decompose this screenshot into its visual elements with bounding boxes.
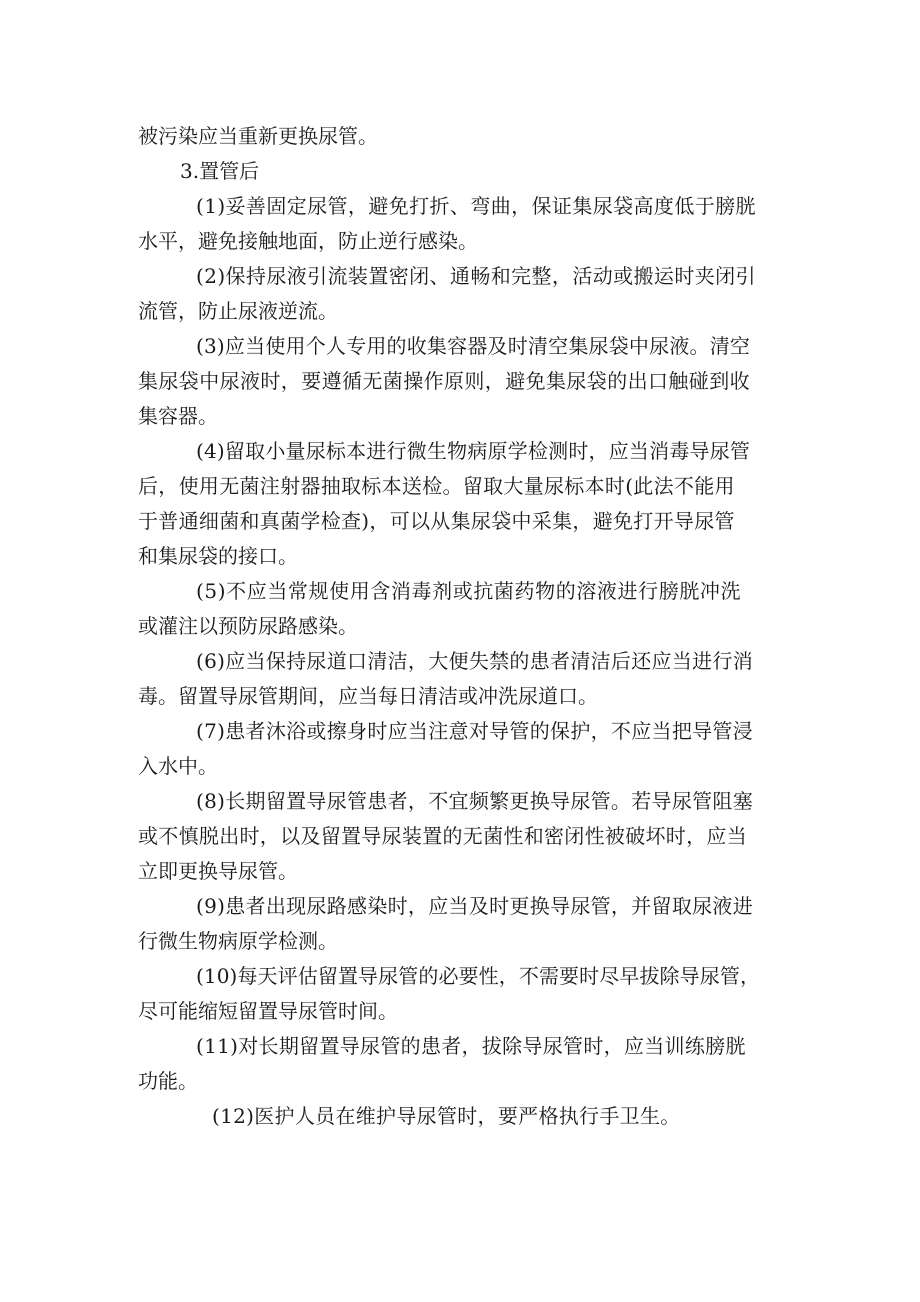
text-line: 入水中。 [138, 754, 218, 778]
text-line: (6)应当保持尿道口清洁，大便失禁的患者清洁后还应当进行消 [196, 649, 754, 673]
text-line: (4)留取小量尿标本进行微生物病原学检测时，应当消毒导尿管 [196, 439, 751, 463]
text-line: 集尿袋中尿液时，要遵循无菌操作原则，避免集尿袋的出口触碰到收 [138, 369, 750, 393]
text-line: 或灌注以预防尿路感染。 [138, 614, 358, 638]
text-line: (5)不应当常规使用含消毒剂或抗菌药物的溶液进行膀胱冲洗 [196, 579, 742, 603]
text-line: (12)医护人员在维护导尿管时，要严格执行手卫生。 [212, 1104, 681, 1128]
section-heading: 3.置管后 [180, 159, 260, 183]
text-line: (11)对长期留置导尿管的患者，拔除导尿管时，应当训练膀胱 [196, 1034, 746, 1058]
text-line: 流管，防止尿液逆流。 [138, 299, 338, 323]
text-line: (9)患者出现尿路感染时，应当及时更换导尿管，并留取尿液进 [196, 894, 754, 918]
text-line: 或不慎脱出时，以及留置导尿装置的无菌性和密闭性被破坏时，应当 [138, 824, 747, 848]
text-line: 行微生物病原学检测。 [138, 929, 338, 953]
text-line: (3)应当使用个人专用的收集容器及时清空集尿袋中尿液。清空 [196, 334, 751, 358]
text-line: (7)患者沐浴或擦身时应当注意对导管的保护，不应当把导管浸 [196, 719, 754, 743]
text-line: (10)每天评估留置导尿管的必要性，不需要时尽早拔除导尿管， [196, 964, 761, 988]
text-line: (8)长期留置导尿管患者，不宜频繁更换导尿管。若导尿管阻塞 [196, 789, 754, 813]
text-line: 集容器。 [138, 404, 218, 428]
text-line: 水平，避免接触地面，防止逆行感染。 [138, 229, 478, 253]
text-line: (2)保持尿液引流装置密闭、通畅和完整，活动或搬运时夹闭引 [196, 264, 756, 288]
text-line: 于普通细菌和真菌学检查)，可以从集尿袋中采集，避免打开导尿管 [138, 509, 735, 533]
text-line: 被污染应当重新更换尿管。 [138, 124, 378, 148]
text-line: 和集尿袋的接口。 [138, 544, 298, 568]
text-line: 功能。 [138, 1069, 198, 1093]
text-line: 后，使用无菌注射器抽取标本送检。留取大量尿标本时(此法不能用 [138, 474, 735, 498]
text-line: 尽可能缩短留置导尿管时间。 [138, 999, 398, 1023]
text-line: (1)妥善固定尿管，避免打折、弯曲，保证集尿袋高度低于膀胱 [196, 194, 756, 218]
text-line: 立即更换导尿管。 [138, 859, 298, 883]
text-line: 毒。留置导尿管期间，应当每日清洁或冲洗尿道口。 [138, 684, 598, 708]
